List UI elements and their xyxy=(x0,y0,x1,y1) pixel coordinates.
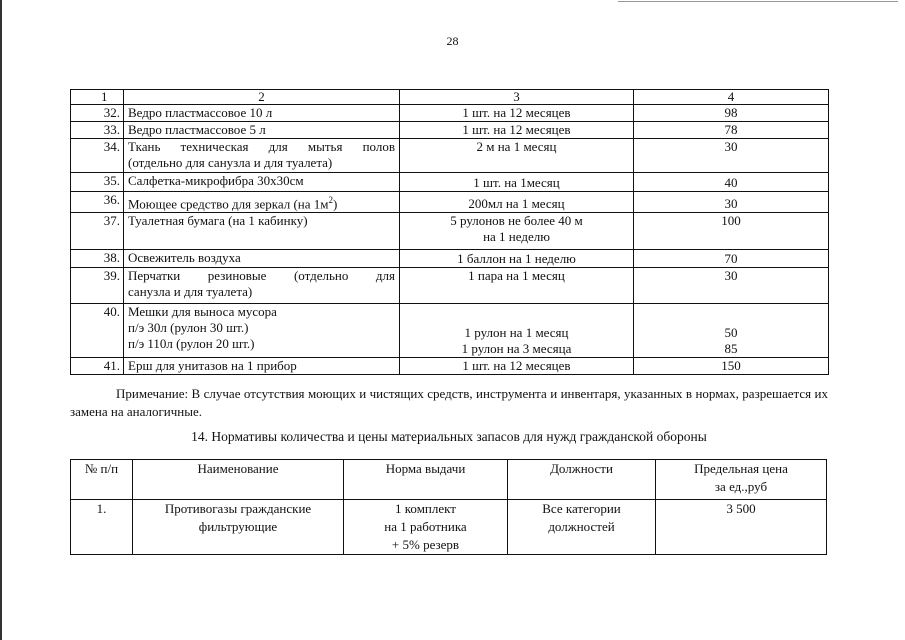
item-price: 30 xyxy=(634,268,829,304)
civil-defense-table xyxy=(70,459,827,555)
table-row xyxy=(71,250,829,268)
row-number: 40. xyxy=(71,304,124,358)
item-price: 30 xyxy=(634,139,829,173)
item-name xyxy=(133,500,344,555)
table-row xyxy=(71,105,829,122)
col-header-2: 2 xyxy=(124,90,400,105)
item-name xyxy=(124,192,400,213)
table-row xyxy=(71,213,829,250)
item-norm-line: 1 рулон на 3 месяца xyxy=(461,341,572,357)
col-header-number: № п/п xyxy=(71,460,133,500)
row-number: 1. xyxy=(71,500,133,555)
table-row xyxy=(71,304,829,358)
item-price: 40 xyxy=(634,173,829,192)
row-number: 37. xyxy=(71,213,124,250)
item-name-line: Противогазы гражданские xyxy=(164,501,312,516)
item-price: 70 xyxy=(634,250,829,268)
col-header-4: 4 xyxy=(634,90,829,105)
col-header-price xyxy=(656,460,827,500)
item-norm: 2 м на 1 месяц xyxy=(400,139,634,173)
item-price: 78 xyxy=(634,122,829,139)
item-norm xyxy=(400,304,634,358)
superscript: 2 xyxy=(328,195,333,205)
row-number: 39. xyxy=(71,268,124,304)
row-number: 34. xyxy=(71,139,124,173)
col-header-price-line: за ед.,руб xyxy=(714,479,768,494)
item-position xyxy=(508,500,656,555)
col-header-norm: Норма выдачи xyxy=(344,460,508,500)
item-price-line: 50 xyxy=(724,325,738,341)
item-name-text: Моющее средство для зеркал (на 1м xyxy=(128,196,329,212)
item-norm-line: 1 рулон на 1 месяц xyxy=(464,325,569,341)
col-header-1: 1 xyxy=(71,90,124,105)
col-header-position: Должности xyxy=(508,460,656,500)
item-norm: 200мл на 1 месяц xyxy=(400,192,634,213)
item-price: 30 xyxy=(634,192,829,213)
item-name-line: (отдельно для санузла и для туалета) xyxy=(128,155,333,170)
item-norm: 1 баллон на 1 неделю xyxy=(400,250,634,268)
item-position-line: должностей xyxy=(548,519,615,534)
item-norm: 1 шт. на 1месяц xyxy=(400,173,634,192)
item-name-line: Перчатки резиновые (отдельно для xyxy=(128,268,395,284)
page-number: 28 xyxy=(446,34,459,48)
supplies-table xyxy=(70,89,829,375)
table-row xyxy=(71,192,829,213)
table-row xyxy=(71,268,829,304)
item-norm: 1 шт. на 12 месяцев xyxy=(400,358,634,375)
item-name-line: Мешки для выноса мусора xyxy=(128,304,277,320)
col-header-name: Наименование xyxy=(133,460,344,500)
table-header-row xyxy=(71,90,829,105)
item-norm-line: на 1 неделю xyxy=(483,229,550,245)
item-norm: 1 пара на 1 месяц xyxy=(400,268,634,304)
row-number: 35. xyxy=(71,173,124,192)
row-number: 38. xyxy=(71,250,124,268)
table-header-row xyxy=(71,460,827,500)
item-norm-line: 5 рулонов не более 40 м xyxy=(450,213,583,229)
item-name: Ведро пластмассовое 10 л xyxy=(124,105,400,122)
item-name xyxy=(124,139,400,173)
item-price: 3 500 xyxy=(656,500,827,555)
top-rule xyxy=(618,1,898,2)
item-norm xyxy=(400,213,634,250)
item-name: Ведро пластмассовое 5 л xyxy=(124,122,400,139)
table-row xyxy=(71,358,829,375)
row-number: 41. xyxy=(71,358,124,375)
item-name: Туалетная бумага (на 1 кабинку) xyxy=(124,213,400,250)
item-norm: 1 шт. на 12 месяцев xyxy=(400,105,634,122)
section-heading: 14. Нормативы количества и цены материальных запасов для нужд гражданской обороны xyxy=(191,429,707,444)
item-position-line: Все категории xyxy=(542,501,621,516)
item-name: Салфетка-микрофибра 30x30см xyxy=(124,173,400,192)
item-name-line: п/э 30л (рулон 30 шт.) xyxy=(128,320,249,336)
table-row xyxy=(71,122,829,139)
scan-edge-line xyxy=(0,0,2,640)
table-row xyxy=(71,139,829,173)
item-price: 100 xyxy=(634,213,829,250)
col-header-price-line: Предельная цена xyxy=(694,461,788,476)
note-paragraph: Примечание: В случае отсутствия моющих и чистящих средств, инструмента и инвентаря, указанных в нормах, разрешается их замена на аналогичные. xyxy=(70,386,828,419)
item-name-line: фильтрующие xyxy=(198,519,278,534)
item-price xyxy=(634,304,829,358)
item-price-line: 85 xyxy=(724,341,738,357)
item-norm-line: 1 комплект xyxy=(395,501,456,516)
item-name-text: ) xyxy=(333,196,338,212)
item-norm xyxy=(344,500,508,555)
item-name-line: Ткань техническая для мытья полов xyxy=(128,139,395,154)
item-price: 150 xyxy=(634,358,829,375)
item-name-line: санузла и для туалета) xyxy=(128,284,253,300)
item-name: Ерш для унитазов на 1 прибор xyxy=(124,358,400,375)
item-norm-line: на 1 работника xyxy=(384,519,467,534)
row-number: 33. xyxy=(71,122,124,139)
table-row xyxy=(71,500,827,555)
item-norm: 1 шт. на 12 месяцев xyxy=(400,122,634,139)
row-number: 36. xyxy=(71,192,124,213)
item-price: 98 xyxy=(634,105,829,122)
item-name-line: п/э 110л (рулон 20 шт.) xyxy=(128,336,255,352)
item-name: Освежитель воздуха xyxy=(124,250,400,268)
item-name xyxy=(124,304,400,358)
item-norm-line: + 5% резерв xyxy=(391,537,460,552)
table-row xyxy=(71,173,829,192)
col-header-3: 3 xyxy=(400,90,634,105)
item-name xyxy=(124,268,400,304)
row-number: 32. xyxy=(71,105,124,122)
